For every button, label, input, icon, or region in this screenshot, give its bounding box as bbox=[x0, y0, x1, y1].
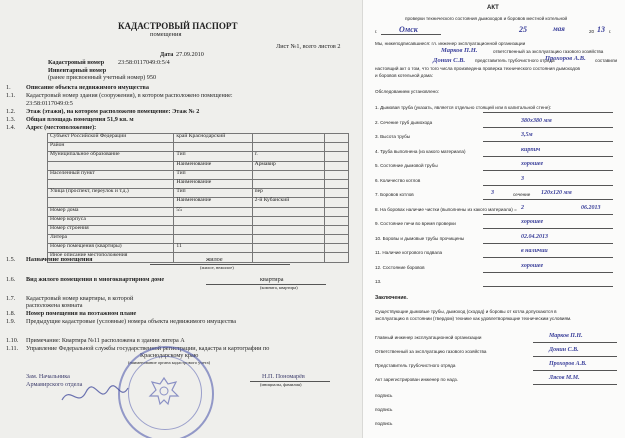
row-num: 1.10. bbox=[6, 337, 19, 344]
year-prefix: 20 bbox=[589, 29, 595, 34]
address-table-cell: Номер строения bbox=[48, 225, 174, 234]
description-heading: Описание объекта недвижимого имущества bbox=[26, 84, 149, 91]
address-table-cell: Район bbox=[48, 143, 174, 152]
address-table-row bbox=[48, 225, 349, 234]
signer-label: Представитель трубочистного отряда bbox=[375, 363, 456, 368]
signer-position: Зам. Начальника bbox=[26, 373, 70, 380]
note-text: Примечание: Квартира №11 расположена в здании литера А bbox=[26, 337, 185, 344]
compose-text: составили bbox=[595, 58, 618, 63]
address-table-cell: Населенный пункт bbox=[48, 170, 174, 179]
address-table-cell: Наименование bbox=[174, 198, 252, 207]
city-value: Омск bbox=[399, 25, 418, 34]
address-table-cell: Субъект Российской Федерации bbox=[48, 134, 174, 143]
inspection-item-value: 3 bbox=[491, 190, 494, 196]
authority-name: Управление Федеральной службы государственной регистрации, кадастра и картографии по bbox=[26, 345, 270, 352]
address-table-cell: 55 bbox=[174, 207, 252, 216]
inspection-item-label: 10. Боровы и дымовые трубы прочищены bbox=[375, 235, 465, 241]
apartment-number-label2: расположена комната bbox=[26, 302, 83, 309]
address-table-cell: Тип bbox=[174, 170, 252, 179]
address-table-cell: Номер помещения (квартиры) bbox=[48, 244, 174, 253]
cadastral-number-value: 23:58:0117049:0:5/4 bbox=[118, 59, 170, 66]
address-table-cell: Иное описание местоположения bbox=[48, 253, 174, 262]
address-table-cell bbox=[324, 152, 348, 161]
inspection-item-value: 380х380 мм bbox=[521, 117, 552, 124]
signer-name: Н.П. Пономарёв bbox=[262, 373, 305, 380]
type-label: Вид жилого помещения в многоквартирном доме bbox=[26, 276, 165, 283]
inspection-item-value: 120х120 мм bbox=[541, 190, 572, 196]
inspection-item-value: хорошее bbox=[521, 262, 544, 269]
row-num: 1.7. bbox=[6, 295, 16, 302]
address-table-cell: пер bbox=[252, 189, 324, 198]
signer-label: Ответственный за эксплуатацию газового хозяйства bbox=[375, 349, 487, 354]
signer-label: Главный инженер эксплуатационной организации bbox=[375, 335, 482, 340]
cadastral-number-label: Кадастровый номер bbox=[48, 59, 105, 66]
address-table-cell bbox=[252, 207, 324, 216]
address-table-cell bbox=[324, 134, 348, 143]
address-table-cell bbox=[174, 225, 252, 234]
address-table-cell bbox=[174, 216, 252, 225]
responsible-text: ответственный за эксплуатацию газового хозяйства bbox=[493, 49, 604, 54]
address-table-cell: Литера bbox=[48, 235, 174, 244]
inspection-item-value: 3,5м bbox=[521, 132, 533, 138]
signature-placeholder: подпись bbox=[375, 407, 393, 412]
address-table-cell bbox=[324, 198, 348, 207]
authority-name2: Краснодарскому краю bbox=[140, 352, 199, 359]
row-num: 1.3. bbox=[6, 116, 16, 123]
signer-value: Донин С.В. bbox=[549, 347, 579, 353]
signer-hint: (инициалы, фамилия) bbox=[260, 382, 302, 387]
intro-text: Мы, нижеподписавшиеся: гл. инженер эксплуатационной организации bbox=[375, 41, 526, 46]
signature-placeholder: подпись bbox=[375, 393, 393, 398]
purpose-hint: (жилое, нежилое) bbox=[200, 265, 234, 270]
purpose-value: жилое bbox=[206, 256, 223, 263]
inspection-item-label: 9. Состояние печи во время проверки bbox=[375, 221, 456, 226]
address-table-cell bbox=[324, 235, 348, 244]
conclusion-text-2: эксплуатацию в состоянии (твердом) технике как удовлетворяющие техническим условиям. bbox=[375, 316, 572, 321]
signer-label: Акт зарегистрирован инженер по надз. bbox=[375, 377, 459, 382]
address-table-cell bbox=[324, 207, 348, 216]
row-num: 1.5. bbox=[6, 256, 16, 263]
address-table-row bbox=[48, 134, 349, 143]
passport-title: КАДАСТРОВЫЙ ПАСПОРТ bbox=[118, 21, 238, 31]
conclusion-text: Существующие дымовые трубы, дымоход (сходод) и боровы от котла допускаются в bbox=[375, 309, 557, 314]
signer-value: Лясов М.М. bbox=[549, 375, 580, 381]
inspection-item-label: 5. Состояние дымовой трубы bbox=[375, 163, 438, 168]
address-table-cell bbox=[324, 161, 348, 170]
row-num: 1.4. bbox=[6, 124, 16, 131]
address-table-cell bbox=[174, 235, 252, 244]
address-table-cell: 11 bbox=[174, 244, 252, 253]
address-table-cell bbox=[324, 189, 348, 198]
date-label: Дата bbox=[160, 51, 174, 58]
type-value: квартира bbox=[260, 276, 284, 283]
address-table-cell: край Краснодарский bbox=[174, 134, 252, 143]
address-table-cell bbox=[252, 170, 324, 179]
address-table-cell: Наименование bbox=[174, 179, 252, 188]
address-table-cell: Номер корпуса bbox=[48, 216, 174, 225]
conclusion-heading: Заключение. bbox=[375, 295, 408, 301]
signature-scribble-icon bbox=[60, 380, 130, 410]
address-table-cell bbox=[252, 134, 324, 143]
inspection-heading: Обследованием установлено: bbox=[375, 89, 440, 94]
inspection-item-value: 02.04.2013 bbox=[521, 233, 548, 240]
inspection-item-value: кирпич bbox=[521, 146, 541, 153]
inspection-item-label: 2. Сечение труб дымохода bbox=[375, 119, 433, 125]
address-table-cell bbox=[324, 179, 348, 188]
address-table-cell bbox=[48, 198, 174, 207]
inventory-number-value: (ранее присвоенный учетный номер) 950 bbox=[48, 74, 157, 81]
apartment-number-label: Кадастровый номер квартиры, в которой bbox=[26, 295, 134, 302]
address-table-cell bbox=[252, 244, 324, 253]
row-num: 1.8. bbox=[6, 310, 16, 317]
act-description: настоящий акт о том, что того числа произведена проверка технического состояния дымоходов bbox=[375, 66, 580, 71]
inspection-item-value: в наличии bbox=[521, 248, 548, 254]
inspection-item-label: 1. Дымовая труба (указать, является отдельно стоящей или в капитальной стене): bbox=[375, 105, 552, 110]
address-table-row bbox=[48, 198, 349, 207]
inspection-item-value: 3 bbox=[521, 175, 524, 182]
inventory-number-label: Инвентарный номер bbox=[48, 67, 107, 74]
passport-subtitle: помещения bbox=[150, 31, 182, 38]
inspection-item-label: 4. Труба выполнена (из какого материала) bbox=[375, 148, 466, 154]
row-num: 1.2. bbox=[6, 108, 16, 115]
signer-name-1: Марков П.Н. bbox=[441, 47, 478, 54]
inspection-item-label: 3. Высота трубы bbox=[375, 134, 411, 139]
address-table-cell bbox=[324, 253, 348, 262]
signer-name-3: Прохоров А.В. bbox=[545, 55, 586, 62]
act-title: АКТ bbox=[487, 5, 499, 11]
address-table-row bbox=[48, 161, 349, 170]
inspection-item-label: 11. Наличие котрового подвала bbox=[375, 250, 443, 255]
address-table-cell bbox=[252, 253, 324, 262]
representative-text: представитель трубочистного отряда bbox=[475, 58, 555, 63]
address-table-row bbox=[48, 216, 349, 225]
row-num: 1.6. bbox=[6, 276, 16, 283]
date-value: 27.09.2010 bbox=[176, 51, 204, 58]
building-number-value: 23:58:0117049:0:5 bbox=[26, 100, 73, 107]
previous-numbers-label: Предыдущие кадастровые (условные) номера объекта недвижимого имущества bbox=[26, 318, 236, 325]
year-suffix: г. bbox=[609, 29, 612, 34]
address-table-cell bbox=[324, 170, 348, 179]
signer-name-2: Донин С.В. bbox=[433, 57, 466, 64]
inspection-item-label: 6. Количество котлов bbox=[375, 177, 421, 183]
address-table-row bbox=[48, 152, 349, 161]
address-table-cell bbox=[252, 235, 324, 244]
date-day: 25 bbox=[519, 25, 527, 34]
inspection-item-value: хорошее bbox=[521, 161, 544, 167]
floor-plan-number-label: Номер помещения на поэтажном плане bbox=[26, 310, 137, 317]
address-table-cell: Тип bbox=[174, 189, 252, 198]
row-num: 1. bbox=[6, 84, 11, 91]
floor-info: Этаж (этажи), на котором расположено помещение: Этаж № 2 bbox=[26, 108, 200, 115]
address-table-cell bbox=[324, 244, 348, 253]
inspection-item-value: 2 bbox=[521, 204, 524, 211]
area-info: Общая площадь помещения 51,9 кв. м bbox=[26, 116, 134, 123]
inspection-item-label: 7. Боровов котлов bbox=[375, 192, 414, 197]
inspection-item-label: 8. На боровах наличие чистки (выполнены из какого материала) = bbox=[375, 206, 517, 212]
act-description-2: и боровов котельной дома: bbox=[375, 73, 434, 78]
address-table-row bbox=[48, 207, 349, 216]
sheet-number: Лист №1, всего листов 2 bbox=[276, 43, 341, 50]
signer-value: Марков П.Н. bbox=[549, 333, 583, 339]
address-table-cell: Армавир bbox=[252, 161, 324, 170]
inspection-item-label: сечение bbox=[513, 192, 531, 197]
address-table-cell bbox=[324, 143, 348, 152]
inspection-act-page bbox=[363, 0, 625, 438]
date-year: 13 bbox=[597, 25, 605, 34]
address-table-row bbox=[48, 253, 349, 262]
address-table bbox=[47, 133, 349, 263]
inspection-item-label: 12. Состояние боровов bbox=[375, 264, 425, 270]
inspection-item-value: хорошее bbox=[521, 219, 544, 225]
row-num: 1.11. bbox=[6, 345, 19, 352]
address-table-cell: г. bbox=[252, 152, 324, 161]
address-table-cell bbox=[324, 216, 348, 225]
signer-department: Армавирского отдела bbox=[26, 381, 83, 388]
authority-hint: (наименование органа кадастрового учета) bbox=[128, 360, 211, 365]
act-subtitle: проверки технического состояния дымоходов и боровов местной котельной bbox=[405, 16, 568, 21]
address-table-cell bbox=[324, 225, 348, 234]
inspection-item-value: 06.2013 bbox=[581, 204, 601, 211]
city-prefix: г. bbox=[375, 29, 378, 34]
address-table-cell: Тип bbox=[174, 152, 252, 161]
type-hint: (комната, квартира) bbox=[260, 285, 298, 290]
address-table-cell: Муниципальное образование bbox=[48, 152, 174, 161]
building-number-label: Кадастровый номер здания (сооружения), в котором расположено помещение: bbox=[26, 92, 233, 99]
signer-value: Прохоров А.В. bbox=[549, 361, 587, 367]
address-table-cell: Наименование bbox=[174, 161, 252, 170]
eagle-emblem-icon bbox=[146, 374, 182, 410]
address-table-cell: Номер дома bbox=[48, 207, 174, 216]
date-month: мая bbox=[553, 25, 565, 33]
purpose-label: Назначение помещения bbox=[26, 256, 93, 263]
address-table-cell: 2-й Кубанский bbox=[252, 198, 324, 207]
address-table-cell bbox=[48, 161, 174, 170]
address-table-cell bbox=[252, 143, 324, 152]
address-table-cell: Улица (проспект, переулок и т.д.) bbox=[48, 189, 174, 198]
address-table-cell bbox=[252, 225, 324, 234]
row-num: 1.9. bbox=[6, 318, 16, 325]
inspection-item-label: 13. bbox=[375, 279, 382, 284]
address-heading: Адрес (местоположение): bbox=[26, 124, 97, 131]
row-num: 1.1. bbox=[6, 92, 16, 99]
address-table-cell bbox=[252, 216, 324, 225]
signature-placeholder: подпись bbox=[375, 421, 393, 426]
